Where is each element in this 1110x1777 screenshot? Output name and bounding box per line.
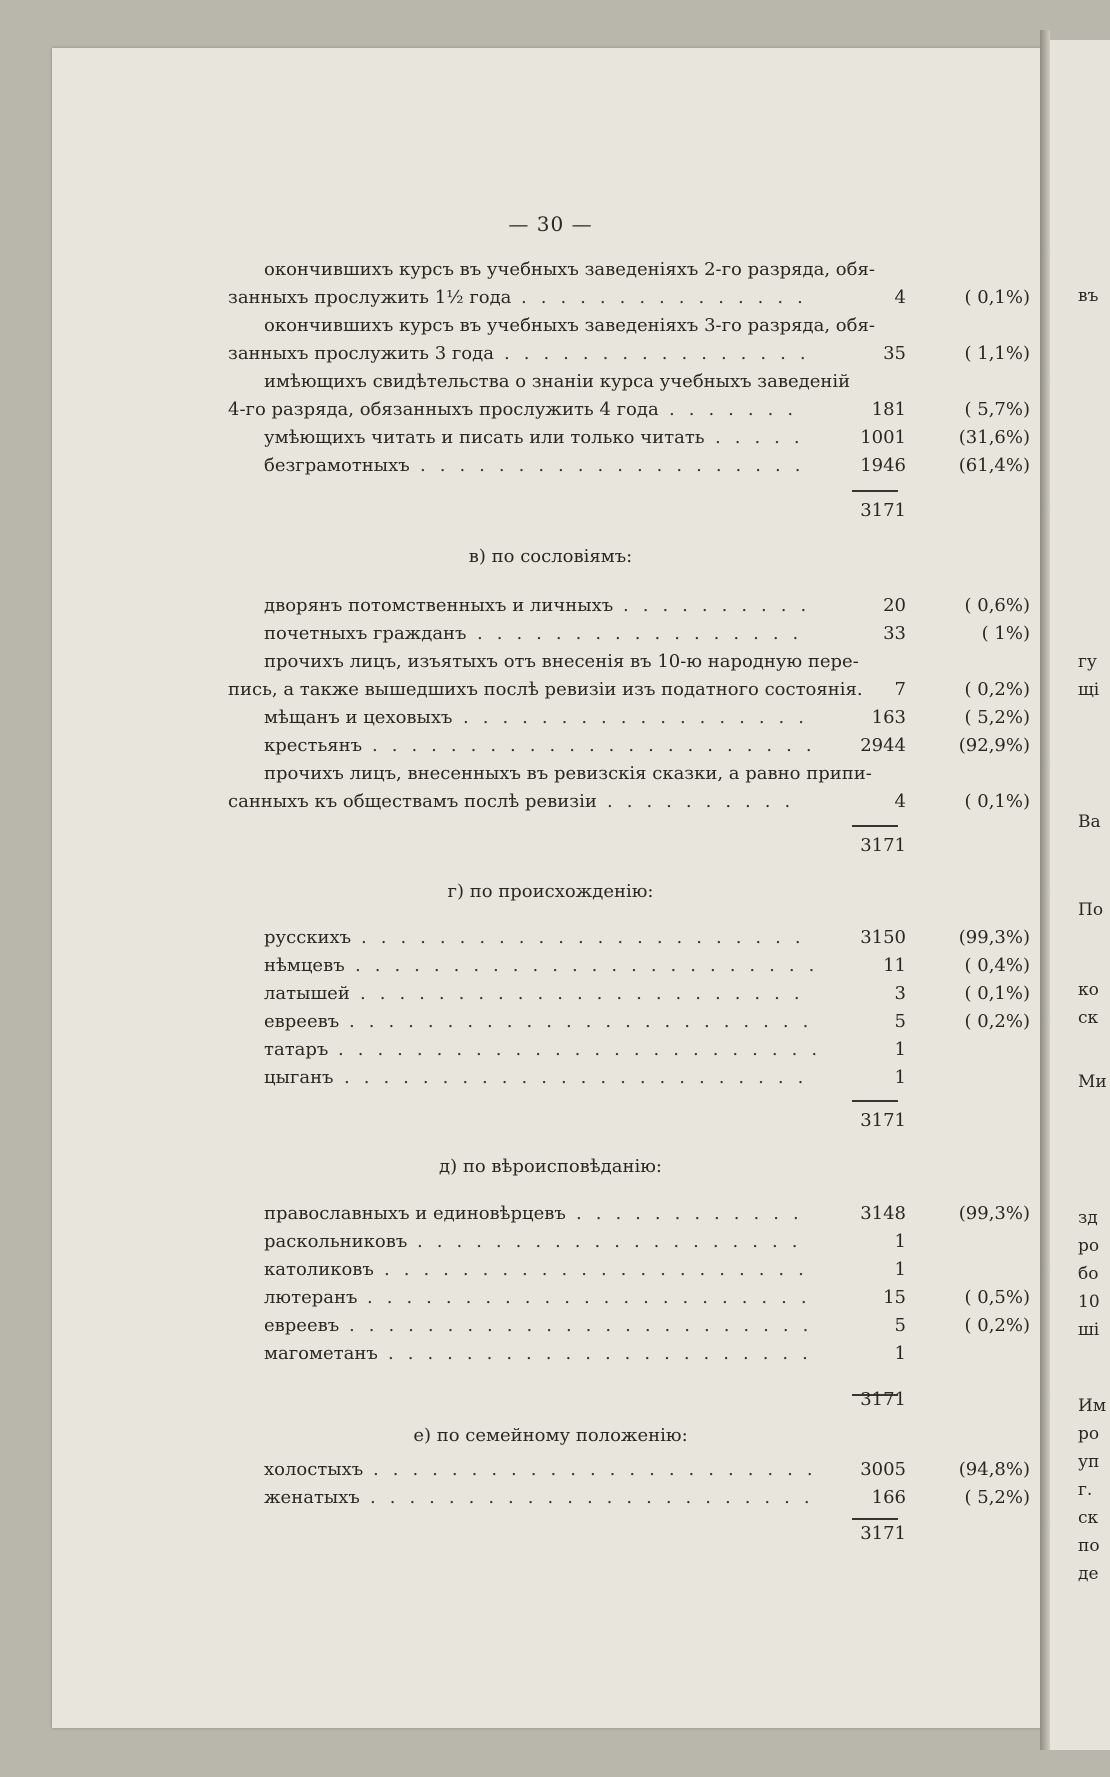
row-label: крестьянъ xyxy=(264,735,363,756)
table-row xyxy=(228,1036,1030,1064)
row-percent: (94,8%) xyxy=(958,1459,1030,1480)
total-rule xyxy=(852,825,898,827)
table-row xyxy=(228,676,1030,704)
dot-leader: ........................ xyxy=(349,1315,823,1336)
row-label: занныхъ прослужить 3 года xyxy=(228,343,494,364)
row-percent: ( 5,2%) xyxy=(964,1487,1030,1508)
table-row xyxy=(228,1200,1030,1228)
adjacent-page-fragment: По xyxy=(1078,900,1104,920)
row-label: мѣщанъ и цеховыхъ xyxy=(264,707,453,728)
adjacent-page-fragment: 10 xyxy=(1078,1292,1100,1312)
row-label: женатыхъ xyxy=(264,1487,360,1508)
row-value: 166 xyxy=(871,1487,906,1508)
table-row xyxy=(228,788,1030,816)
table-row xyxy=(228,340,1030,368)
adjacent-page-fragment: г. xyxy=(1078,1480,1093,1500)
table-row xyxy=(228,452,1030,480)
dot-leader: ........................ xyxy=(344,1067,818,1088)
row-percent: ( 5,7%) xyxy=(964,399,1030,420)
row-value: 5 xyxy=(894,1315,906,1336)
dot-leader: ...................... xyxy=(384,1259,818,1280)
total-value: 3171 xyxy=(860,500,906,521)
row-percent: ( 0,1%) xyxy=(964,983,1030,1004)
dot-leader: ........................ xyxy=(355,955,829,976)
table-row xyxy=(228,1228,1030,1256)
row-label: евреевъ xyxy=(264,1011,340,1032)
row-percent: (99,3%) xyxy=(958,1203,1030,1224)
adjacent-page-fragment: де xyxy=(1078,1564,1099,1584)
dot-leader: .................... xyxy=(420,455,815,476)
row-value: 33 xyxy=(883,623,906,644)
row-label: латышей xyxy=(264,983,350,1004)
dot-leader: ................ xyxy=(504,343,820,364)
row-percent: ( 0,2%) xyxy=(964,1011,1030,1032)
adjacent-page-fragment: ск xyxy=(1078,1508,1099,1528)
table-row xyxy=(228,620,1030,648)
table-row xyxy=(228,924,1030,952)
adjacent-page-fragment: ші xyxy=(1078,1320,1100,1340)
row-label: санныхъ къ обществамъ послѣ ревизіи xyxy=(228,791,597,812)
total-value: 3171 xyxy=(860,1110,906,1131)
row-value: 11 xyxy=(883,955,906,976)
dot-leader: ..... xyxy=(715,427,814,448)
row-value: 181 xyxy=(871,399,906,420)
row-label: раскольниковъ xyxy=(264,1231,408,1252)
row-label: пись, а также вышедшихъ послѣ ревизіи изъ податного состоянія. xyxy=(228,679,863,700)
row-label: занныхъ прослужить 1½ года xyxy=(228,287,512,308)
adjacent-page-fragment: по xyxy=(1078,1536,1100,1556)
row-value: 2944 xyxy=(860,735,906,756)
row-value: 4 xyxy=(894,791,906,812)
dot-leader: ....................... xyxy=(372,735,826,756)
dot-leader: .......... xyxy=(607,791,805,812)
row-value: 3148 xyxy=(860,1203,906,1224)
section-heading: е) по семейному положенію: xyxy=(413,1425,688,1446)
dot-leader: ....................... xyxy=(360,983,814,1004)
dot-leader: ........................ xyxy=(349,1011,823,1032)
row-value: 3150 xyxy=(860,927,906,948)
row-value: 1 xyxy=(894,1343,906,1364)
row-value: 15 xyxy=(883,1287,906,1308)
row-value: 35 xyxy=(883,343,906,364)
table-row xyxy=(228,732,1030,760)
row-percent: ( 0,1%) xyxy=(964,791,1030,812)
row-percent: ( 0,2%) xyxy=(964,1315,1030,1336)
row-label: 4-го разряда, обязанныхъ прослужить 4 года xyxy=(228,399,659,420)
section-heading: в) по сословіямъ: xyxy=(468,546,633,567)
edu-r1-line1: окончившихъ курсъ въ учебныхъ заведеніяхъ 2-го разряда, обя- xyxy=(264,259,875,280)
adjacent-page-fragment: ко xyxy=(1078,980,1099,1000)
row-value: 163 xyxy=(871,707,906,728)
table-row xyxy=(228,1312,1030,1340)
row-value: 1 xyxy=(894,1067,906,1088)
section-heading: д) по вѣроисповѣданію: xyxy=(439,1156,662,1177)
row-label: русскихъ xyxy=(264,927,352,948)
table-row xyxy=(228,396,1030,424)
row-value: 3005 xyxy=(860,1459,906,1480)
row-percent: ( 1,1%) xyxy=(964,343,1030,364)
adjacent-page-fragment: Им xyxy=(1078,1396,1107,1416)
row-percent: ( 0,5%) xyxy=(964,1287,1030,1308)
table-row xyxy=(228,1484,1030,1512)
dot-leader: .......... xyxy=(623,595,821,616)
row-value: 1 xyxy=(894,1259,906,1280)
table-row xyxy=(228,592,1030,620)
edu-r2-line1: окончившихъ курсъ въ учебныхъ заведеніяхъ 3-го разряда, обя- xyxy=(264,315,875,336)
dot-leader: ............... xyxy=(521,287,817,308)
table-row xyxy=(228,952,1030,980)
dot-leader: ................. xyxy=(477,623,813,644)
total-value: 3171 xyxy=(860,1523,906,1544)
adjacent-page-fragment: ро xyxy=(1078,1424,1100,1444)
adjacent-page-fragment: зд xyxy=(1078,1208,1098,1228)
adjacent-page-fragment: Ва xyxy=(1078,812,1101,832)
dot-leader: ....................... xyxy=(367,1287,821,1308)
row-value: 20 xyxy=(883,595,906,616)
total-rule xyxy=(852,490,898,492)
edu-r3-line1: имѣющихъ свидѣтельства о знаніи курса учебныхъ заведеній xyxy=(264,371,851,392)
dot-leader: ...................... xyxy=(388,1343,822,1364)
table-row xyxy=(228,980,1030,1008)
dot-leader: .................... xyxy=(417,1231,812,1252)
estates-r6-line1: прочихъ лицъ, внесенныхъ въ ревизскія сказки, а равно припи- xyxy=(264,763,872,784)
table-row xyxy=(228,424,1030,452)
row-percent: ( 0,4%) xyxy=(964,955,1030,976)
dot-leader: ......................... xyxy=(338,1039,832,1060)
adjacent-page-fragment: ро xyxy=(1078,1236,1100,1256)
adjacent-page-fragment: гу xyxy=(1078,652,1097,672)
row-label: умѣющихъ читать и писать или только читать xyxy=(264,427,705,448)
row-percent: (92,9%) xyxy=(958,735,1030,756)
dot-leader: ............ xyxy=(576,1203,813,1224)
adjacent-page-fragment: бо xyxy=(1078,1264,1099,1284)
row-value: 3 xyxy=(894,983,906,1004)
row-value: 1 xyxy=(894,1231,906,1252)
row-percent: (61,4%) xyxy=(958,455,1030,476)
row-value: 1001 xyxy=(860,427,906,448)
adjacent-page-fragment: уп xyxy=(1078,1452,1100,1472)
row-percent: (99,3%) xyxy=(958,927,1030,948)
dot-leader: ....................... xyxy=(370,1487,824,1508)
page-number: — 30 — xyxy=(508,212,593,236)
table-row xyxy=(228,1064,1030,1092)
row-value: 1946 xyxy=(860,455,906,476)
dot-leader: ....................... xyxy=(361,927,815,948)
total-rule xyxy=(852,1100,898,1102)
table-row xyxy=(228,1456,1030,1484)
row-percent: ( 0,6%) xyxy=(964,595,1030,616)
row-percent: ( 0,1%) xyxy=(964,287,1030,308)
adjacent-page-fragment: въ xyxy=(1078,286,1099,306)
row-label: татаръ xyxy=(264,1039,329,1060)
row-label: нѣмцевъ xyxy=(264,955,345,976)
table-row xyxy=(228,704,1030,732)
row-percent: (31,6%) xyxy=(958,427,1030,448)
dot-leader: .................. xyxy=(463,707,818,728)
row-label: цыганъ xyxy=(264,1067,334,1088)
table-row xyxy=(228,1340,1030,1368)
row-value: 5 xyxy=(894,1011,906,1032)
row-value: 1 xyxy=(894,1039,906,1060)
table-row xyxy=(228,1284,1030,1312)
row-label: лютеранъ xyxy=(264,1287,358,1308)
row-percent: ( 0,2%) xyxy=(964,679,1030,700)
row-label: почетныхъ гражданъ xyxy=(264,623,467,644)
row-label: евреевъ xyxy=(264,1315,340,1336)
row-value: 7 xyxy=(894,679,906,700)
dot-leader: ....... xyxy=(669,399,808,420)
table-row xyxy=(228,1008,1030,1036)
dot-leader: ....................... xyxy=(373,1459,827,1480)
adjacent-page-fragment: Ми xyxy=(1078,1072,1107,1092)
row-label: православныхъ и единовѣрцевъ xyxy=(264,1203,566,1224)
row-label: холостыхъ xyxy=(264,1459,364,1480)
estates-r3-line1: прочихъ лицъ, изъятыхъ отъ внесенія въ 10-ю народную пере- xyxy=(264,651,859,672)
adjacent-page-fragment: ск xyxy=(1078,1008,1099,1028)
row-label: магометанъ xyxy=(264,1343,378,1364)
row-label: безграмотныхъ xyxy=(264,455,410,476)
table-row xyxy=(228,284,1030,312)
row-value: 4 xyxy=(894,287,906,308)
total-value: 3171 xyxy=(860,835,906,856)
adjacent-page-fragment: щі xyxy=(1078,680,1100,700)
row-percent: ( 1%) xyxy=(981,623,1030,644)
total-value: 3171 xyxy=(860,1389,906,1410)
table-row xyxy=(228,1256,1030,1284)
row-percent: ( 5,2%) xyxy=(964,707,1030,728)
row-label: дворянъ потомственныхъ и личныхъ xyxy=(264,595,614,616)
row-label: католиковъ xyxy=(264,1259,374,1280)
section-heading: г) по происхожденію: xyxy=(447,881,654,902)
